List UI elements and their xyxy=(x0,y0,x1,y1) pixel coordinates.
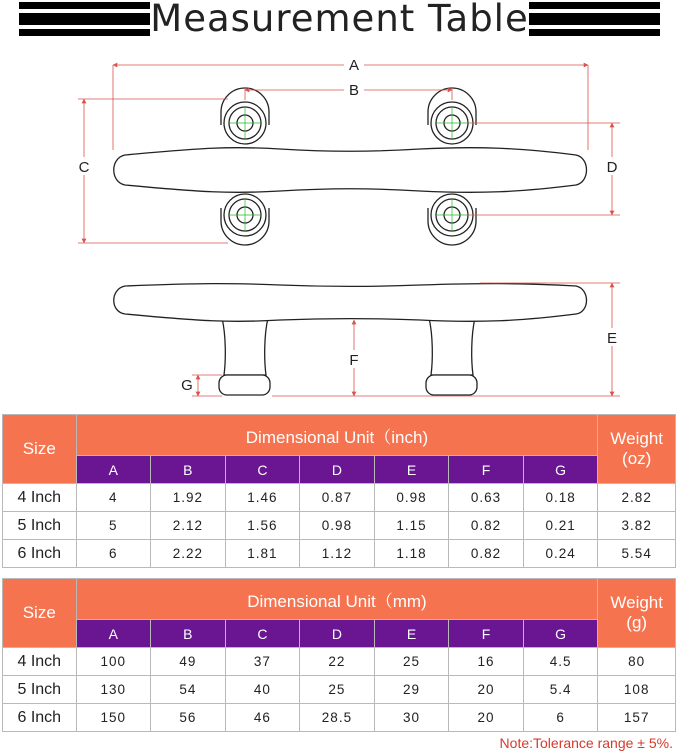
cell: 56 xyxy=(151,704,226,732)
column-header: F xyxy=(449,620,524,648)
dim-label-d: D xyxy=(606,159,618,176)
cell: 30 xyxy=(374,704,449,732)
table-row xyxy=(3,676,676,704)
weight-cell: 2.82 xyxy=(598,484,676,512)
column-header: C xyxy=(225,620,300,648)
cell: 20 xyxy=(449,704,524,732)
cell: 40 xyxy=(225,676,300,704)
cell: 4.5 xyxy=(523,648,598,676)
cell: 6 xyxy=(523,704,598,732)
inch-dimension-table xyxy=(2,414,676,568)
weight-header: Weight (g) xyxy=(598,579,676,648)
cell: 20 xyxy=(449,676,524,704)
cell: 0.63 xyxy=(449,484,524,512)
page-title: Measurement Table xyxy=(150,0,529,40)
table-row xyxy=(3,484,676,512)
column-header: E xyxy=(374,456,449,484)
cell: 0.21 xyxy=(523,512,598,540)
header-decor-right xyxy=(529,0,660,36)
weight-cell: 80 xyxy=(598,648,676,676)
dim-label-g: G xyxy=(181,377,193,394)
cell: 54 xyxy=(151,676,226,704)
cleat-horn-top xyxy=(114,148,587,193)
cell: 46 xyxy=(225,704,300,732)
cell: 2.12 xyxy=(151,512,226,540)
cleat-horn-side xyxy=(114,284,587,322)
cell: 1.46 xyxy=(225,484,300,512)
cell: 1.12 xyxy=(300,540,375,568)
cleat-dimension-drawing xyxy=(0,40,679,400)
column-header: G xyxy=(523,456,598,484)
cell: 49 xyxy=(151,648,226,676)
column-header: G xyxy=(523,620,598,648)
cell: 1.15 xyxy=(374,512,449,540)
top-view xyxy=(114,88,587,245)
cell: 1.92 xyxy=(151,484,226,512)
cleat-stem xyxy=(222,318,268,375)
column-header: E xyxy=(374,620,449,648)
column-header: C xyxy=(225,456,300,484)
cell: 0.18 xyxy=(523,484,598,512)
cleat-stem xyxy=(429,318,475,375)
dim-label-c: C xyxy=(78,159,90,176)
cell: 22 xyxy=(300,648,375,676)
cell: 1.81 xyxy=(225,540,300,568)
cell: 0.98 xyxy=(300,512,375,540)
cell: 1.18 xyxy=(374,540,449,568)
row-size: 6 Inch xyxy=(3,540,77,568)
cell: 0.87 xyxy=(300,484,375,512)
dim-label-b: B xyxy=(348,82,360,99)
column-header: F xyxy=(449,456,524,484)
cell: 28.5 xyxy=(300,704,375,732)
table-row xyxy=(3,648,676,676)
dim-label-e: E xyxy=(606,330,618,347)
size-header: Size xyxy=(3,579,77,648)
weight-header: Weight (oz) xyxy=(598,415,676,484)
cell: 29 xyxy=(374,676,449,704)
dim-label-f: F xyxy=(349,352,359,369)
mm-dimension-table xyxy=(2,578,676,732)
column-header: B xyxy=(151,456,226,484)
cell: 25 xyxy=(300,676,375,704)
cell: 130 xyxy=(76,676,151,704)
row-size: 5 Inch xyxy=(3,512,77,540)
cell: 16 xyxy=(449,648,524,676)
weight-cell: 157 xyxy=(598,704,676,732)
cell: 0.82 xyxy=(449,540,524,568)
header-decor-left xyxy=(19,0,150,36)
cell: 0.98 xyxy=(374,484,449,512)
cell: 5 xyxy=(76,512,151,540)
cell: 150 xyxy=(76,704,151,732)
table-row xyxy=(3,540,676,568)
cell: 6 xyxy=(76,540,151,568)
column-header: A xyxy=(76,620,151,648)
column-header: D xyxy=(300,620,375,648)
row-size: 5 Inch xyxy=(3,676,77,704)
cell: 100 xyxy=(76,648,151,676)
table-row xyxy=(3,512,676,540)
weight-cell: 5.54 xyxy=(598,540,676,568)
cell: 25 xyxy=(374,648,449,676)
column-header: A xyxy=(76,456,151,484)
size-header: Size xyxy=(3,415,77,484)
cell: 0.82 xyxy=(449,512,524,540)
column-header: D xyxy=(300,456,375,484)
column-header: B xyxy=(151,620,226,648)
row-size: 6 Inch xyxy=(3,704,77,732)
cell: 1.56 xyxy=(225,512,300,540)
row-size: 4 Inch xyxy=(3,484,77,512)
row-size: 4 Inch xyxy=(3,648,77,676)
tolerance-note: Note:Tolerance range ± 5%. xyxy=(499,735,673,751)
cell: 4 xyxy=(76,484,151,512)
dim-label-a: A xyxy=(348,57,360,74)
table-row xyxy=(3,704,676,732)
cell: 2.22 xyxy=(151,540,226,568)
cell: 37 xyxy=(225,648,300,676)
unit-header: Dimensional Unit（mm) xyxy=(76,579,598,620)
weight-cell: 3.82 xyxy=(598,512,676,540)
unit-header: Dimensional Unit（inch) xyxy=(76,415,598,456)
cell: 5.4 xyxy=(523,676,598,704)
cell: 0.24 xyxy=(523,540,598,568)
weight-cell: 108 xyxy=(598,676,676,704)
